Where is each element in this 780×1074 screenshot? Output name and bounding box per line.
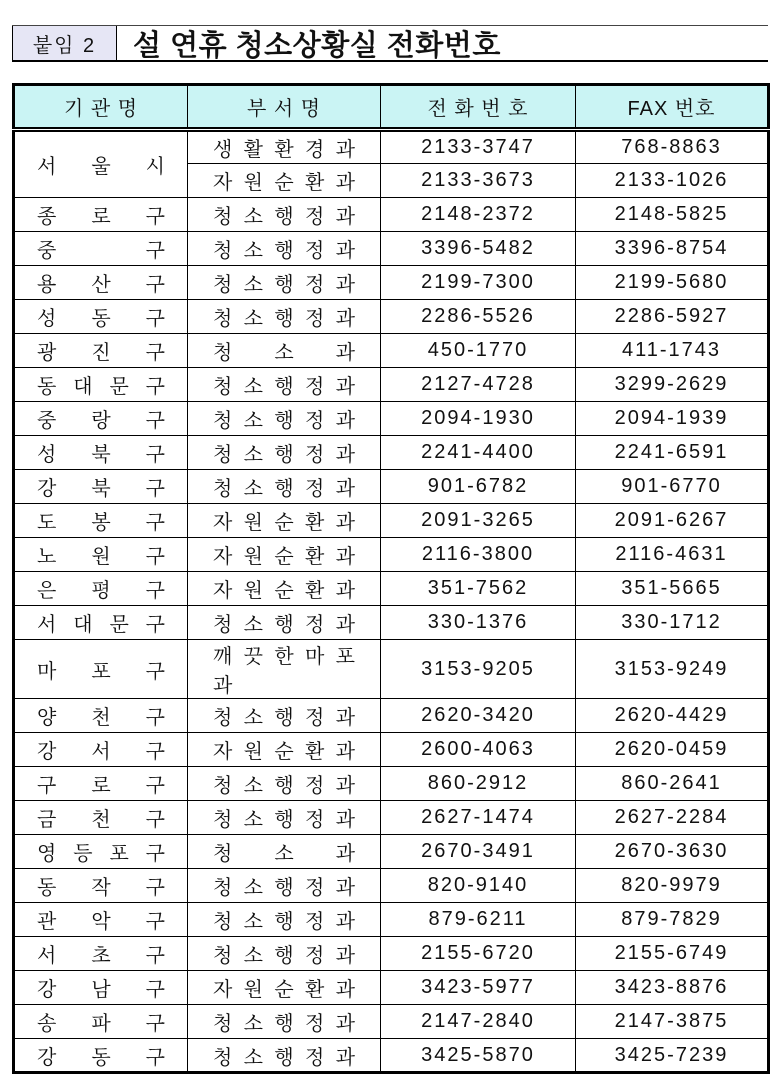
organization-name: 용 산 구: [37, 274, 165, 296]
department-cell: [188, 198, 381, 232]
phone-number-cell: 2620-3420: [381, 699, 576, 733]
table-row: [14, 971, 769, 1005]
department-name: 청 소 행 정 과: [213, 707, 355, 729]
organization-name: 강 북 구: [37, 478, 165, 500]
organization-cell: [14, 1005, 188, 1039]
department-cell: [188, 368, 381, 402]
organization-cell: [14, 699, 188, 733]
organization-name: 성 동 구: [37, 308, 165, 330]
organization-name: 관 악 구: [37, 911, 165, 933]
department-name: 자 원 순 환 과: [213, 580, 355, 602]
fax-number-cell: 330-1712: [576, 606, 769, 640]
fax-number-cell: 2148-5825: [576, 198, 769, 232]
phone-number-cell: 3425-5870: [381, 1039, 576, 1073]
table-row: [14, 835, 769, 869]
fax-number-cell: 2155-6749: [576, 937, 769, 971]
organization-cell: [14, 937, 188, 971]
department-cell: [188, 699, 381, 733]
organization-name: 강 동 구: [37, 1046, 165, 1069]
department-cell: [188, 971, 381, 1005]
organization-cell: [14, 232, 188, 266]
organization-name: 성 북 구: [37, 444, 165, 466]
organization-name: 종 로 구: [37, 206, 165, 228]
attachment-banner: [12, 25, 768, 62]
fax-number-cell: 2627-2284: [576, 801, 769, 835]
organization-name: 송 파 구: [37, 1013, 165, 1035]
organization-cell: [14, 801, 188, 835]
organization-cell: [14, 606, 188, 640]
table-row: [14, 606, 769, 640]
phone-number-cell: 820-9140: [381, 869, 576, 903]
table-body: [14, 130, 769, 1073]
fax-number-cell: 2286-5927: [576, 300, 769, 334]
phone-number-cell: 2094-1930: [381, 402, 576, 436]
fax-number-cell: 820-9979: [576, 869, 769, 903]
phone-number-cell: 2241-4400: [381, 436, 576, 470]
phone-number-cell: 351-7562: [381, 572, 576, 606]
department-cell: [188, 470, 381, 504]
phone-number-cell: 330-1376: [381, 606, 576, 640]
organization-cell: [14, 733, 188, 767]
phone-number-cell: 2116-3800: [381, 538, 576, 572]
col-header-department: 부 서 명: [188, 85, 381, 130]
department-cell: [188, 232, 381, 266]
phone-number-cell: 2148-2372: [381, 198, 576, 232]
header-row: [14, 85, 769, 130]
department-name: 청 소 행 정 과: [213, 240, 355, 262]
table-row: [14, 1039, 769, 1073]
department-name: 청 소 행 정 과: [213, 376, 355, 398]
organization-cell: [14, 640, 188, 699]
organization-name: 구 로 구: [37, 775, 165, 797]
table-row: [14, 266, 769, 300]
attachment-label: 붙임 2: [12, 26, 117, 60]
table-row: [14, 640, 769, 699]
table-row: [14, 538, 769, 572]
department-name: 깨 끗 한 마 포 과: [213, 646, 355, 697]
department-cell: [188, 402, 381, 436]
organization-cell: [14, 903, 188, 937]
phone-number-cell: 2133-3747: [381, 130, 576, 164]
fax-number-cell: 901-6770: [576, 470, 769, 504]
phone-directory-table: [12, 83, 770, 1074]
department-cell: [188, 835, 381, 869]
department-cell: [188, 903, 381, 937]
table-row: [14, 699, 769, 733]
table-row: [14, 767, 769, 801]
organization-name: 양 천 구: [37, 707, 165, 729]
department-name: 청 소 행 정 과: [213, 945, 355, 967]
fax-number-cell: 2116-4631: [576, 538, 769, 572]
table-row: [14, 869, 769, 903]
table-row: [14, 801, 769, 835]
organization-name: 도 봉 구: [37, 512, 165, 534]
organization-cell: [14, 130, 188, 198]
organization-name: 영 등 포 구: [37, 843, 165, 865]
organization-name: 강 서 구: [37, 741, 165, 763]
fax-number-cell: 3425-7239: [576, 1039, 769, 1073]
fax-number-cell: 768-8863: [576, 130, 769, 164]
department-name: 청 소 행 정 과: [213, 444, 355, 466]
phone-number-cell: 2147-2840: [381, 1005, 576, 1039]
phone-number-cell: 2670-3491: [381, 835, 576, 869]
fax-number-cell: 3299-2629: [576, 368, 769, 402]
phone-number-cell: 879-6211: [381, 903, 576, 937]
table-row: [14, 232, 769, 266]
organization-cell: [14, 572, 188, 606]
table-header: [14, 85, 769, 130]
fax-number-cell: 2147-3875: [576, 1005, 769, 1039]
organization-name: 금 천 구: [37, 809, 165, 831]
fax-number-cell: 351-5665: [576, 572, 769, 606]
organization-cell: [14, 368, 188, 402]
table-row: [14, 572, 769, 606]
department-name: 청 소 행 정 과: [213, 410, 355, 432]
organization-name: 노 원 구: [37, 546, 165, 568]
table-row: [14, 1005, 769, 1039]
department-cell: [188, 504, 381, 538]
organization-name: 서 울 시: [37, 156, 165, 178]
organization-cell: [14, 504, 188, 538]
department-cell: [188, 937, 381, 971]
organization-cell: [14, 300, 188, 334]
department-cell: [188, 334, 381, 368]
organization-name: 은 평 구: [37, 580, 165, 602]
phone-number-cell: 3396-5482: [381, 232, 576, 266]
phone-number-cell: 2199-7300: [381, 266, 576, 300]
organization-cell: [14, 971, 188, 1005]
organization-name: 마 포 구: [37, 660, 165, 683]
organization-cell: [14, 266, 188, 300]
organization-cell: [14, 538, 188, 572]
table-row: [14, 504, 769, 538]
phone-number-cell: 2600-4063: [381, 733, 576, 767]
organization-name: 서 초 구: [37, 945, 165, 967]
phone-number-cell: 2133-3673: [381, 164, 576, 198]
department-name: 청 소 과: [213, 342, 355, 364]
department-cell: [188, 130, 381, 164]
department-cell: [188, 538, 381, 572]
organization-cell: [14, 470, 188, 504]
table-row: [14, 300, 769, 334]
department-cell: [188, 266, 381, 300]
phone-number-cell: 2627-1474: [381, 801, 576, 835]
phone-number-cell: 2127-4728: [381, 368, 576, 402]
table-row: [14, 130, 769, 164]
phone-number-cell: 860-2912: [381, 767, 576, 801]
page-title: 설 연휴 청소상황실 전화번호: [133, 29, 501, 62]
fax-number-cell: 2133-1026: [576, 164, 769, 198]
organization-cell: [14, 1039, 188, 1073]
fax-number-cell: 879-7829: [576, 903, 769, 937]
department-name: 청 소 행 정 과: [213, 877, 355, 899]
organization-name: 동 대 문 구: [37, 376, 165, 398]
organization-cell: [14, 869, 188, 903]
department-cell: [188, 606, 381, 640]
table-row: [14, 402, 769, 436]
table-row: [14, 470, 769, 504]
phone-number-cell: 2091-3265: [381, 504, 576, 538]
organization-cell: [14, 436, 188, 470]
col-header-organization: 기 관 명: [14, 85, 188, 130]
department-name: 청 소 행 정 과: [213, 614, 355, 636]
department-name: 청 소 행 정 과: [213, 1046, 355, 1069]
department-name: 청 소 과: [213, 843, 355, 865]
department-cell: [188, 767, 381, 801]
organization-cell: [14, 835, 188, 869]
phone-number-cell: 3423-5977: [381, 971, 576, 1005]
organization-name: 강 남 구: [37, 979, 165, 1001]
table-row: [14, 733, 769, 767]
col-header-fax: FAX 번호: [576, 85, 769, 130]
department-cell: [188, 1039, 381, 1073]
organization-name: 광 진 구: [37, 342, 165, 364]
department-cell: [188, 801, 381, 835]
fax-number-cell: 3423-8876: [576, 971, 769, 1005]
department-cell: [188, 869, 381, 903]
fax-number-cell: 2199-5680: [576, 266, 769, 300]
fax-number-cell: 2670-3630: [576, 835, 769, 869]
department-name: 청 소 행 정 과: [213, 308, 355, 330]
organization-name: 중 랑 구: [37, 410, 165, 432]
department-name: 청 소 행 정 과: [213, 1013, 355, 1035]
organization-name: 동 작 구: [37, 877, 165, 899]
department-cell: [188, 1005, 381, 1039]
col-header-phone: 전 화 번 호: [381, 85, 576, 130]
fax-number-cell: 2094-1939: [576, 402, 769, 436]
department-name: 자 원 순 환 과: [213, 546, 355, 568]
phone-number-cell: 2286-5526: [381, 300, 576, 334]
department-name: 자 원 순 환 과: [213, 979, 355, 1001]
phone-number-cell: 3153-9205: [381, 640, 576, 699]
table-row: [14, 334, 769, 368]
phone-number-cell: 901-6782: [381, 470, 576, 504]
fax-number-cell: 860-2641: [576, 767, 769, 801]
department-name: 청 소 행 정 과: [213, 478, 355, 500]
department-cell: [188, 572, 381, 606]
organization-cell: [14, 767, 188, 801]
table-row: [14, 368, 769, 402]
department-name: 청 소 행 정 과: [213, 911, 355, 933]
phone-number-cell: 450-1770: [381, 334, 576, 368]
department-cell: [188, 436, 381, 470]
fax-number-cell: 2091-6267: [576, 504, 769, 538]
table-row: [14, 198, 769, 232]
fax-number-cell: 3153-9249: [576, 640, 769, 699]
department-name: 자 원 순 환 과: [213, 741, 355, 763]
fax-number-cell: 2241-6591: [576, 436, 769, 470]
department-name: 청 소 행 정 과: [213, 274, 355, 296]
fax-number-cell: 2620-0459: [576, 733, 769, 767]
department-name: 청 소 행 정 과: [213, 206, 355, 228]
table-row: [14, 903, 769, 937]
department-name: 생 활 환 경 과: [213, 139, 355, 161]
phone-number-cell: 2155-6720: [381, 937, 576, 971]
department-cell: [188, 640, 381, 699]
department-cell: [188, 300, 381, 334]
department-cell: [188, 733, 381, 767]
organization-cell: [14, 402, 188, 436]
department-cell: [188, 164, 381, 198]
fax-number-cell: 411-1743: [576, 334, 769, 368]
department-name: 청 소 행 정 과: [213, 809, 355, 831]
organization-cell: [14, 334, 188, 368]
organization-name: 중 구: [37, 240, 165, 262]
fax-number-cell: 3396-8754: [576, 232, 769, 266]
fax-number-cell: 2620-4429: [576, 699, 769, 733]
organization-cell: [14, 198, 188, 232]
organization-name: 서 대 문 구: [37, 614, 165, 636]
table-row: [14, 937, 769, 971]
department-name: 청 소 행 정 과: [213, 775, 355, 797]
department-name: 자 원 순 환 과: [213, 512, 355, 534]
table-row: [14, 436, 769, 470]
department-name: 자 원 순 환 과: [213, 172, 355, 194]
